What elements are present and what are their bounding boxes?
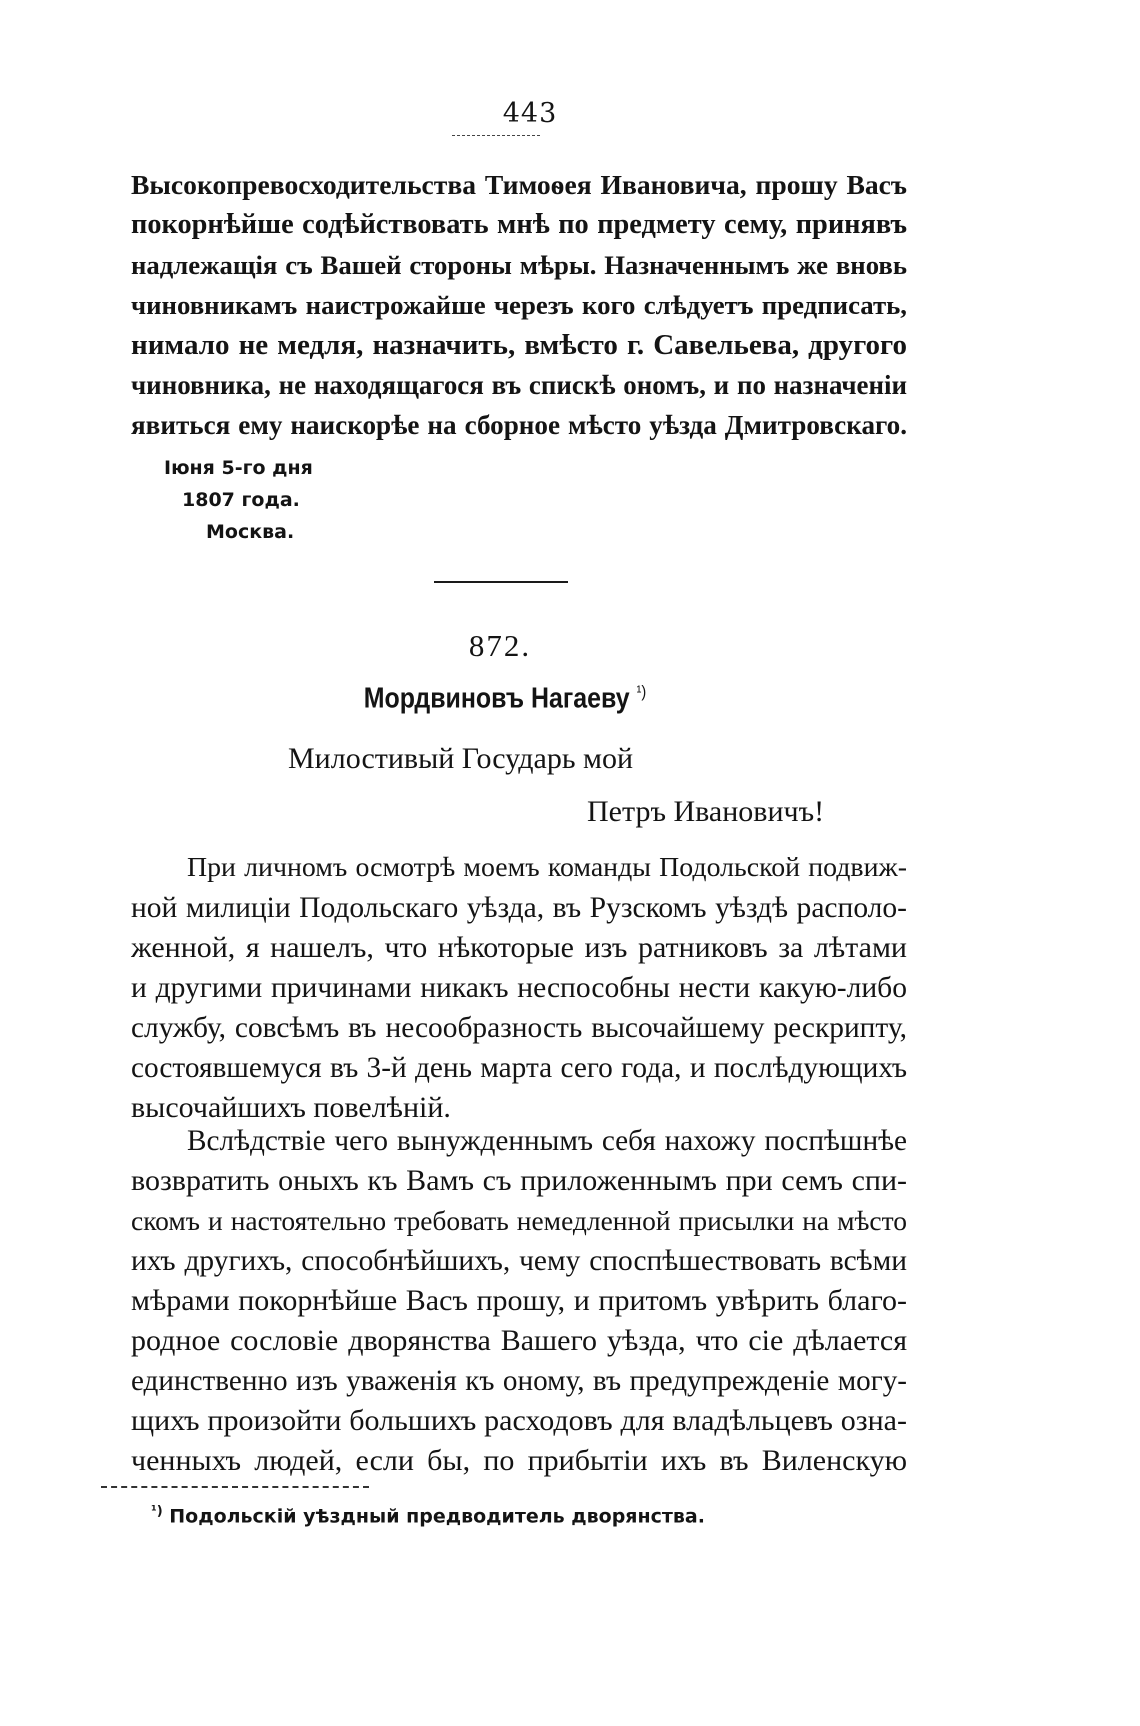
paragraph-line: службу, совсѣмъ въ несообразность высочайшему рескрипту, [131, 1012, 907, 1044]
paragraph-line: явиться ему наискорѣе на сборное мѣсто уѣзда Дмитровскаго. [131, 410, 907, 440]
salutation-line-2: Петръ Ивановичъ! [587, 795, 825, 828]
paragraph-line: чиновникамъ наистрожайше черезъ кого слѣдуетъ предписать, [131, 290, 907, 320]
paragraph-line: покорнѣйше содѣйствовать мнѣ по предмету сему, принявъ [131, 209, 907, 240]
paragraph-line: Высокопревосходительства Тимоѳея Ивановича, прошу Васъ [131, 169, 907, 200]
paragraph-line: чиновника, не находящагося въ спискѣ ономъ, и по назначеніи [131, 370, 907, 400]
footnote-separator [101, 1486, 369, 1489]
footnote-mark: ¹) [151, 1504, 163, 1519]
paragraph-line: надлежащія съ Вашей стороны мѣры. Назначеннымъ же вновь [131, 250, 907, 280]
paragraph-line: состоявшемуся въ 3-й день марта сего года, и послѣдующихъ [131, 1052, 907, 1084]
dateline-year: 1807 года. [182, 489, 300, 511]
paragraph-line: ной милиціи Подольскаго уѣзда, въ Рузскомъ уѣздѣ располо- [131, 892, 907, 924]
page-number: 443 [502, 98, 558, 129]
paragraph-line: ихъ другихъ, способнѣйшихъ, чему споспѣшествовать всѣми [131, 1245, 907, 1277]
top-paragraph [131, 165, 907, 445]
letter-title [71, 682, 940, 716]
paragraph-line: женной, я нашелъ, что нѣкоторые изъ ратниковъ за лѣтами [131, 931, 907, 964]
paragraph-line: возвратить оныхъ къ Вамъ съ приложеннымъ при семъ спи- [131, 1164, 907, 1197]
page-number-rule [452, 135, 540, 137]
paragraph-line: мѣрами покорнѣйше Васъ прошу, и притомъ увѣрить благо- [131, 1284, 907, 1317]
paragraph-line: нимало не медля, назначить, вмѣсто г. Савельева, другого [131, 329, 907, 361]
paragraph-line: и другими причинами никакъ неспособны нести какую-либо [131, 972, 907, 1004]
paragraph-line: скомъ и настоятельно требовать немедленной присылки на мѣсто [131, 1206, 907, 1236]
section-divider [434, 581, 568, 583]
footnote-text: Подольскій уѣздный предводитель дворянства. [169, 1505, 705, 1528]
footnote-reference: ¹) [636, 682, 647, 701]
paragraph-line: Вслѣдствіе чего вынужденнымъ себя нахожу поспѣшнѣе [187, 1125, 907, 1157]
salutation-line-1: Милостивый Государь мой [288, 742, 634, 775]
dateline-day: Іюня 5-го дня [164, 457, 313, 479]
paragraph-2 [131, 1121, 907, 1481]
paragraph-line: единственно изъ уваженія къ оному, въ предупрежденіе могу- [131, 1365, 907, 1397]
paragraph-line: ченныхъ людей, если бы, по прибытіи ихъ въ Виленскую [131, 1444, 907, 1477]
paragraph-line: родное сословіе дворянства Вашего уѣзда, что сіе дѣлается [131, 1324, 907, 1357]
paragraph-line: щихъ произойти большихъ расходовъ для владѣльцевъ озна- [131, 1404, 907, 1437]
paragraph-line: высочайшихъ повелѣній. [131, 1091, 451, 1124]
paragraph-line: При личномъ осмотрѣ моемъ команды Подольской подвиж- [187, 852, 907, 883]
document-number: 872. [468, 628, 532, 663]
footnote [151, 1504, 705, 1527]
paragraph-1 [131, 848, 907, 1128]
dateline-place: Москва. [206, 521, 295, 543]
letter-title-text: Мордвиновъ Нагаеву [363, 682, 630, 715]
